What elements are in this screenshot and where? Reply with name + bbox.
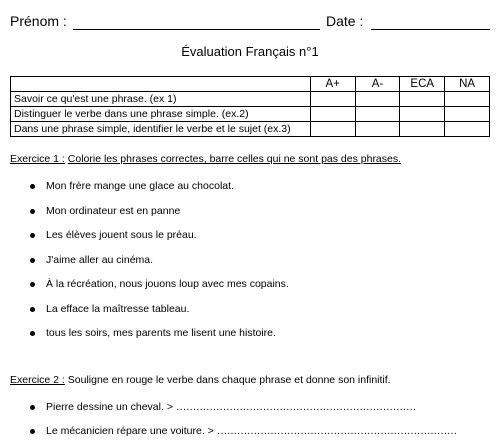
grade-cell[interactable] bbox=[355, 107, 400, 122]
list-item[interactable]: Les élèves jouent sous le préau. bbox=[30, 229, 289, 242]
criterion-cell: Savoir ce qu'est une phrase. (ex 1) bbox=[11, 92, 311, 107]
exercise-sentence: Pierre dessine un cheval. > bbox=[46, 401, 173, 413]
grade-cell[interactable] bbox=[355, 92, 400, 107]
grade-cell[interactable] bbox=[445, 92, 490, 107]
column-header: ECA bbox=[400, 77, 445, 92]
first-name-blank[interactable] bbox=[73, 29, 320, 30]
exercise-1-label: Exercice 1 : bbox=[10, 153, 65, 165]
grade-cell[interactable] bbox=[310, 122, 355, 137]
list-item bbox=[30, 401, 457, 414]
exercise-1-list bbox=[30, 180, 289, 352]
grade-cell[interactable] bbox=[310, 107, 355, 122]
list-item[interactable]: Mon ordinateur est en panne bbox=[30, 205, 289, 218]
table-row bbox=[11, 107, 490, 122]
list-item[interactable]: Mon frère mange une glace au chocolat. bbox=[30, 180, 289, 193]
table-row bbox=[11, 122, 490, 137]
skills-table-corner bbox=[11, 77, 311, 92]
date-blank[interactable] bbox=[371, 29, 490, 30]
grade-cell[interactable] bbox=[400, 92, 445, 107]
exercise-1-instruction: Colorie les phrases correctes, barre celles qui ne sont pas des phrases. bbox=[67, 153, 402, 165]
date-label: Date : bbox=[326, 13, 364, 29]
grade-cell[interactable] bbox=[310, 92, 355, 107]
skills-table-header-row bbox=[11, 77, 490, 92]
table-row bbox=[11, 92, 490, 107]
exercise-2-label: Exercice 2 : bbox=[10, 374, 65, 386]
criterion-cell: Distinguer le verbe dans une phrase simple. (ex.2) bbox=[11, 107, 311, 122]
column-header: A+ bbox=[310, 77, 355, 92]
criterion-cell: Dans une phrase simple, identifier le verbe et le sujet (ex.3) bbox=[11, 122, 311, 137]
list-item[interactable]: La efface la maîtresse tableau. bbox=[30, 303, 289, 316]
grade-cell[interactable] bbox=[445, 107, 490, 122]
first-name-label: Prénom : bbox=[10, 13, 67, 29]
exercise-1-heading bbox=[10, 153, 401, 166]
grade-cell[interactable] bbox=[445, 122, 490, 137]
list-item[interactable]: tous les soirs, mes parents me lisent une histoire. bbox=[30, 327, 289, 340]
grade-cell[interactable] bbox=[400, 107, 445, 122]
student-header bbox=[10, 12, 490, 32]
list-item[interactable]: J'aime aller au cinéma. bbox=[30, 254, 289, 267]
exercise-sentence: Le mécanicien répare une voiture. > bbox=[46, 425, 214, 437]
list-item[interactable]: À la récréation, nous jouons loup avec mes copains. bbox=[30, 278, 289, 291]
list-item bbox=[30, 425, 457, 438]
answer-blank[interactable]: ……………………………………………………………… bbox=[216, 425, 457, 437]
skills-table bbox=[10, 76, 490, 137]
grade-cell[interactable] bbox=[355, 122, 400, 137]
grade-cell[interactable] bbox=[400, 122, 445, 137]
column-header: NA bbox=[445, 77, 490, 92]
exercise-2-list bbox=[30, 401, 457, 440]
page-title: Évaluation Français n°1 bbox=[181, 44, 319, 59]
exercise-2-instruction: Souligne en rouge le verbe dans chaque phrase et donne son infinitif. bbox=[67, 374, 391, 386]
answer-blank[interactable]: ……………………………………………………………… bbox=[175, 401, 416, 413]
column-header: A- bbox=[355, 77, 400, 92]
exercise-2-heading bbox=[10, 374, 391, 387]
